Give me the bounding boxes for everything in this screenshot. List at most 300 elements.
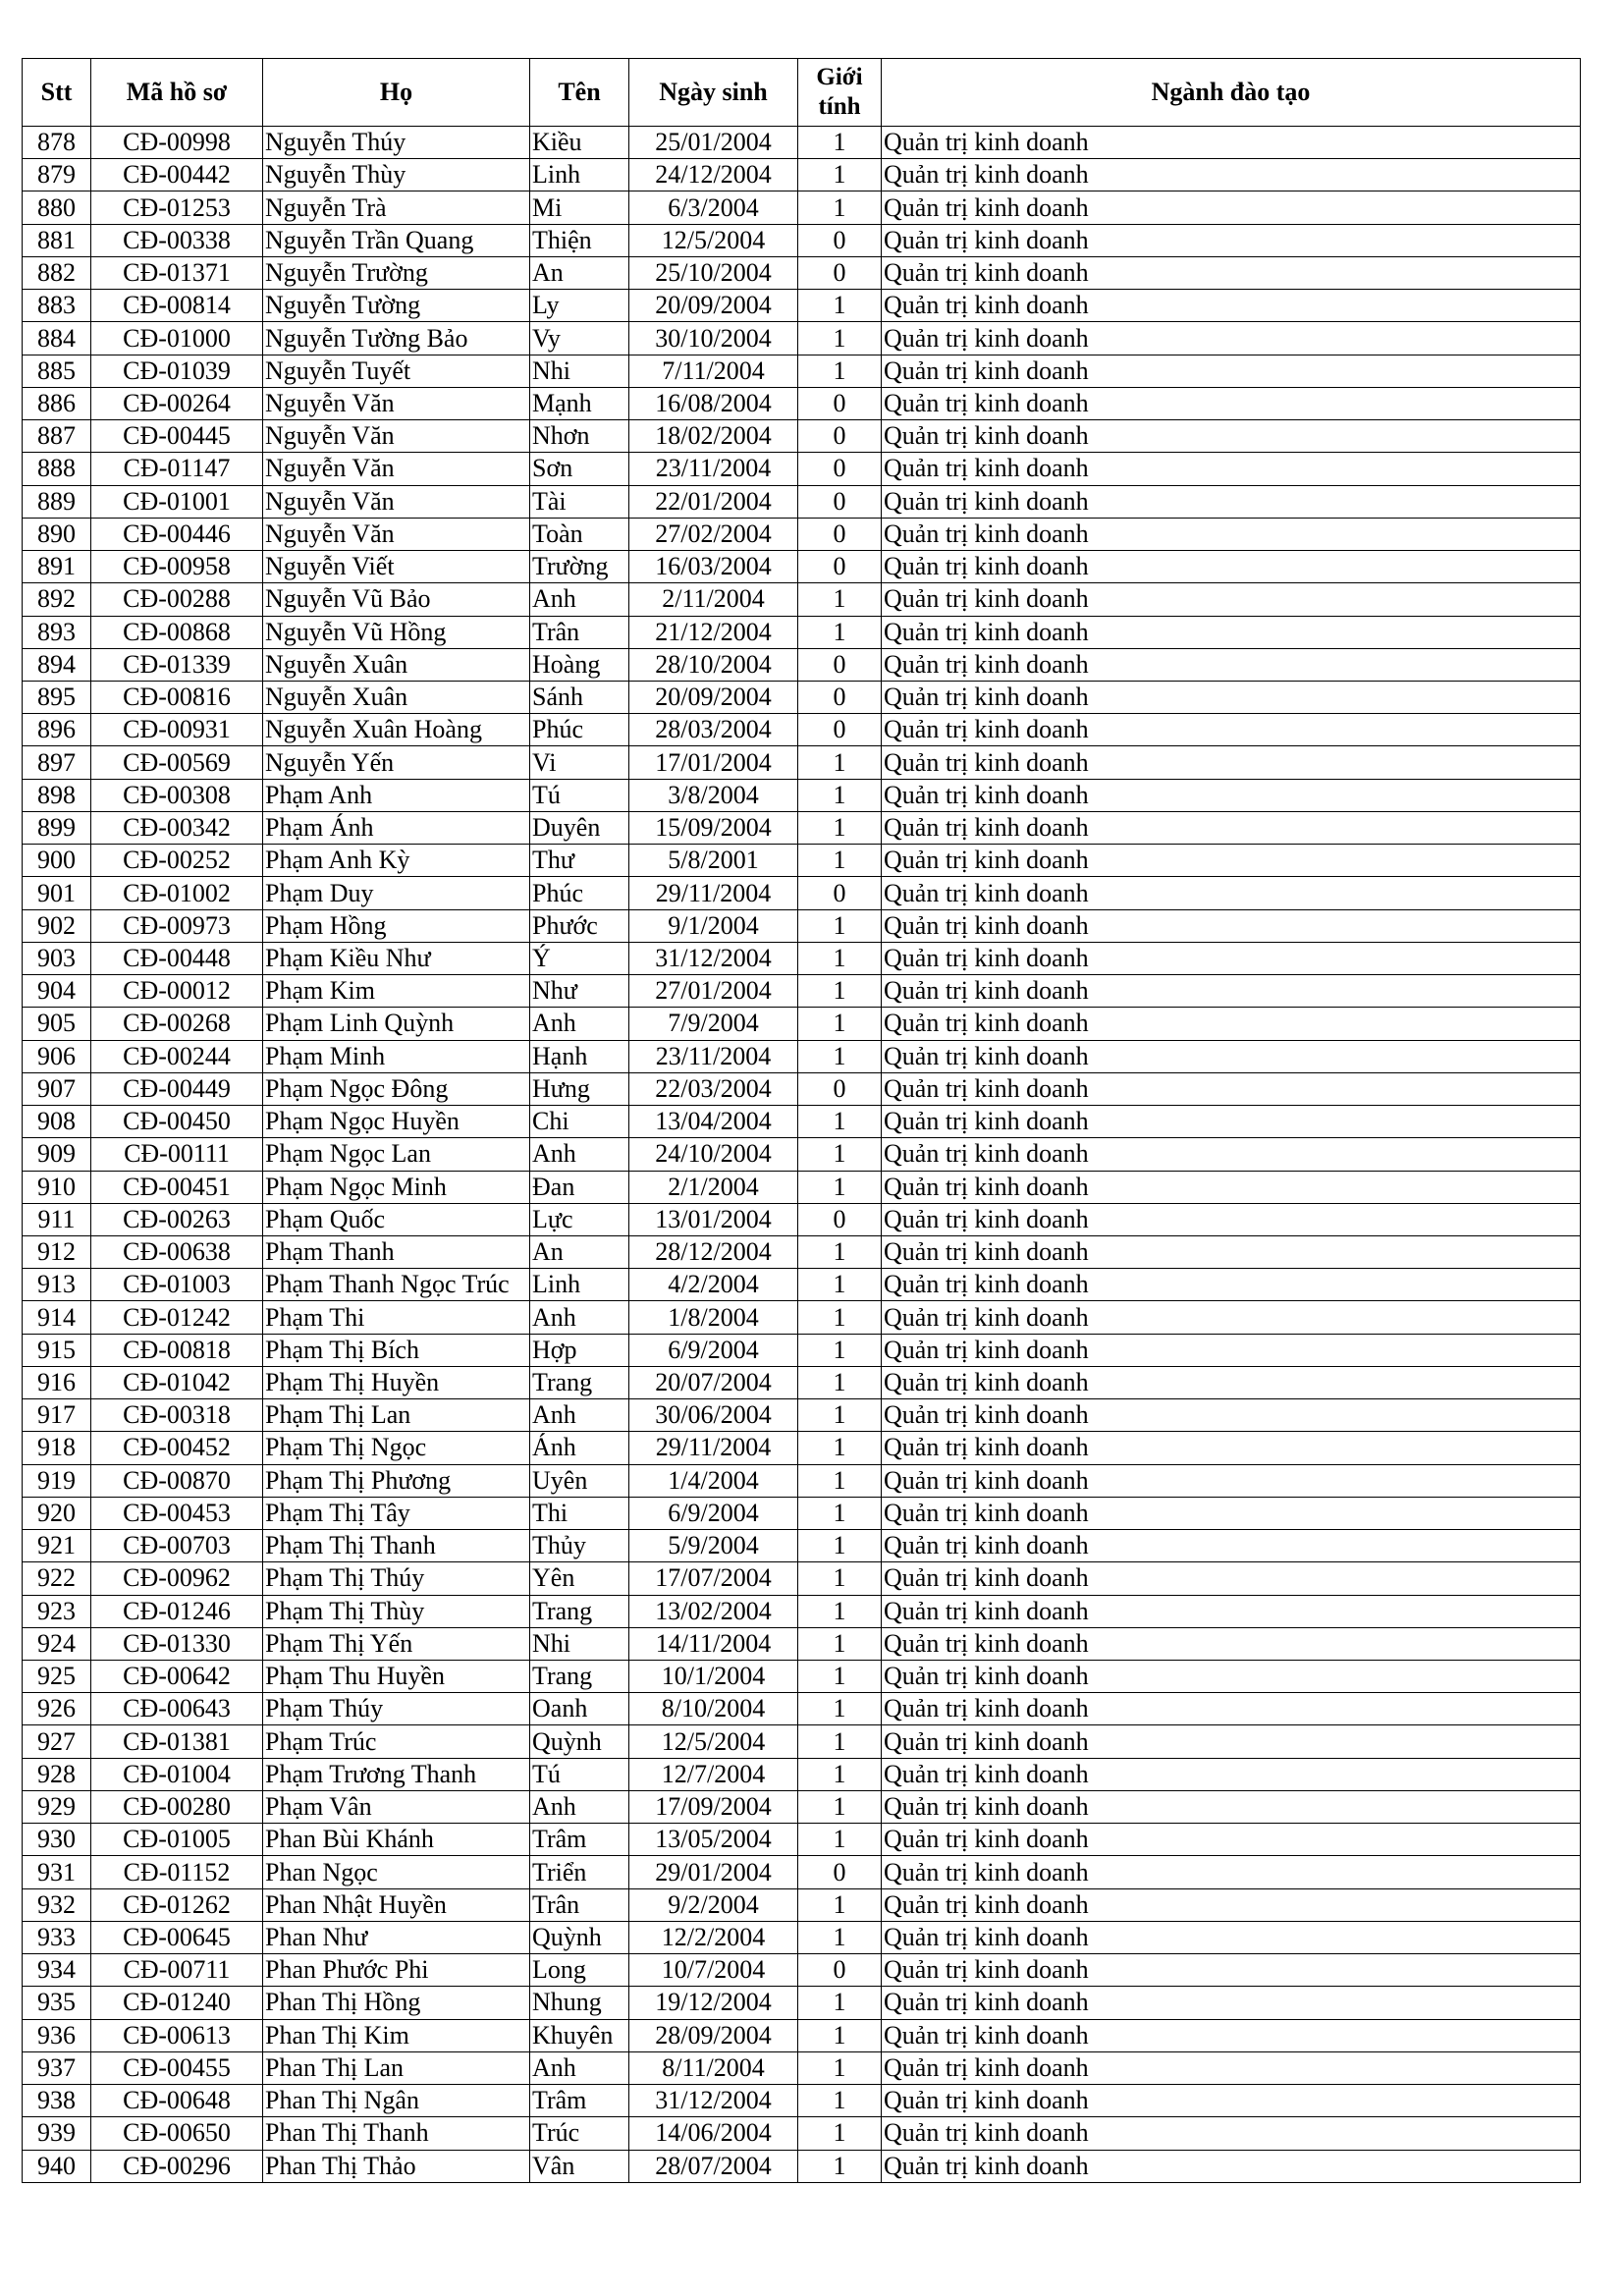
cell-ma-ho-so: CĐ-00648 bbox=[91, 2085, 263, 2117]
cell-ngay-sinh: 31/12/2004 bbox=[629, 942, 798, 974]
cell-nganh-dao-tao: Quản trị kinh doanh bbox=[882, 387, 1581, 419]
cell-gioi-tinh: 1 bbox=[798, 1171, 882, 1203]
cell-ma-ho-so: CĐ-01000 bbox=[91, 322, 263, 355]
cell-gioi-tinh: 1 bbox=[798, 2085, 882, 2117]
cell-stt: 930 bbox=[23, 1824, 91, 1856]
cell-gioi-tinh: 1 bbox=[798, 779, 882, 811]
table-row bbox=[23, 256, 1581, 289]
cell-ten: Linh bbox=[530, 159, 629, 191]
cell-gioi-tinh: 0 bbox=[798, 518, 882, 550]
cell-gioi-tinh: 1 bbox=[798, 2019, 882, 2051]
cell-nganh-dao-tao: Quản trị kinh doanh bbox=[882, 1562, 1581, 1595]
cell-ngay-sinh: 20/07/2004 bbox=[629, 1366, 798, 1398]
cell-stt: 923 bbox=[23, 1595, 91, 1627]
cell-ten: Nhi bbox=[530, 1627, 629, 1660]
cell-stt: 910 bbox=[23, 1171, 91, 1203]
cell-ho: Phạm Trương Thanh bbox=[263, 1758, 530, 1790]
cell-nganh-dao-tao: Quản trị kinh doanh bbox=[882, 746, 1581, 779]
cell-ho: Nguyễn Yến bbox=[263, 746, 530, 779]
cell-stt: 939 bbox=[23, 2117, 91, 2150]
table-body bbox=[23, 127, 1581, 2183]
table-row bbox=[23, 1497, 1581, 1529]
cell-ten: Trâm bbox=[530, 2085, 629, 2117]
cell-ten: Thư bbox=[530, 845, 629, 877]
col-header-stt: Stt bbox=[23, 59, 91, 127]
cell-ma-ho-so: CĐ-00703 bbox=[91, 1530, 263, 1562]
cell-stt: 924 bbox=[23, 1627, 91, 1660]
cell-ma-ho-so: CĐ-00455 bbox=[91, 2051, 263, 2084]
cell-nganh-dao-tao: Quản trị kinh doanh bbox=[882, 159, 1581, 191]
table-row bbox=[23, 551, 1581, 583]
cell-ngay-sinh: 23/11/2004 bbox=[629, 453, 798, 485]
cell-ngay-sinh: 7/11/2004 bbox=[629, 355, 798, 387]
cell-stt: 917 bbox=[23, 1399, 91, 1432]
cell-ho: Phạm Thị Thùy bbox=[263, 1595, 530, 1627]
cell-nganh-dao-tao: Quản trị kinh doanh bbox=[882, 1627, 1581, 1660]
cell-ngay-sinh: 6/9/2004 bbox=[629, 1334, 798, 1366]
cell-ten: Tú bbox=[530, 779, 629, 811]
cell-ho: Phạm Anh bbox=[263, 779, 530, 811]
cell-ngay-sinh: 30/06/2004 bbox=[629, 1399, 798, 1432]
table-row bbox=[23, 1008, 1581, 1040]
cell-nganh-dao-tao: Quản trị kinh doanh bbox=[882, 518, 1581, 550]
cell-gioi-tinh: 0 bbox=[798, 648, 882, 681]
cell-nganh-dao-tao: Quản trị kinh doanh bbox=[882, 290, 1581, 322]
cell-ho: Nguyễn Văn bbox=[263, 387, 530, 419]
cell-ten: Khuyên bbox=[530, 2019, 629, 2051]
cell-nganh-dao-tao: Quản trị kinh doanh bbox=[882, 485, 1581, 518]
cell-gioi-tinh: 1 bbox=[798, 845, 882, 877]
cell-nganh-dao-tao: Quản trị kinh doanh bbox=[882, 2085, 1581, 2117]
cell-ma-ho-so: CĐ-00338 bbox=[91, 224, 263, 256]
cell-ngay-sinh: 28/07/2004 bbox=[629, 2150, 798, 2182]
cell-ma-ho-so: CĐ-00814 bbox=[91, 290, 263, 322]
cell-ngay-sinh: 25/01/2004 bbox=[629, 127, 798, 159]
cell-ho: Nguyễn Vũ Hồng bbox=[263, 616, 530, 648]
cell-ma-ho-so: CĐ-00296 bbox=[91, 2150, 263, 2182]
cell-ma-ho-so: CĐ-01339 bbox=[91, 648, 263, 681]
cell-nganh-dao-tao: Quản trị kinh doanh bbox=[882, 1987, 1581, 2019]
cell-nganh-dao-tao: Quản trị kinh doanh bbox=[882, 2051, 1581, 2084]
cell-ten: Duyên bbox=[530, 811, 629, 844]
cell-ngay-sinh: 12/5/2004 bbox=[629, 224, 798, 256]
cell-ngay-sinh: 9/2/2004 bbox=[629, 1888, 798, 1921]
cell-ten: Anh bbox=[530, 1399, 629, 1432]
cell-ma-ho-so: CĐ-00962 bbox=[91, 1562, 263, 1595]
cell-gioi-tinh: 1 bbox=[798, 1790, 882, 1823]
cell-gioi-tinh: 1 bbox=[798, 1235, 882, 1268]
cell-ten: Anh bbox=[530, 1790, 629, 1823]
cell-ho: Phan Thị Ngân bbox=[263, 2085, 530, 2117]
cell-stt: 937 bbox=[23, 2051, 91, 2084]
cell-stt: 905 bbox=[23, 1008, 91, 1040]
cell-ngay-sinh: 13/04/2004 bbox=[629, 1106, 798, 1138]
cell-stt: 916 bbox=[23, 1366, 91, 1398]
cell-ma-ho-so: CĐ-00818 bbox=[91, 1334, 263, 1366]
cell-nganh-dao-tao: Quản trị kinh doanh bbox=[882, 453, 1581, 485]
cell-ho: Phạm Trúc bbox=[263, 1725, 530, 1758]
cell-ma-ho-so: CĐ-01246 bbox=[91, 1595, 263, 1627]
cell-ho: Phạm Thị Tây bbox=[263, 1497, 530, 1529]
cell-ma-ho-so: CĐ-01371 bbox=[91, 256, 263, 289]
cell-nganh-dao-tao: Quản trị kinh doanh bbox=[882, 1106, 1581, 1138]
cell-ngay-sinh: 17/09/2004 bbox=[629, 1790, 798, 1823]
cell-gioi-tinh: 0 bbox=[798, 224, 882, 256]
cell-stt: 900 bbox=[23, 845, 91, 877]
cell-ho: Nguyễn Văn bbox=[263, 518, 530, 550]
cell-ngay-sinh: 10/1/2004 bbox=[629, 1661, 798, 1693]
cell-ten: Trang bbox=[530, 1595, 629, 1627]
col-header-gioi-tinh: Giới tính bbox=[798, 59, 882, 127]
cell-ho: Nguyễn Tuyết bbox=[263, 355, 530, 387]
cell-gioi-tinh: 1 bbox=[798, 290, 882, 322]
cell-stt: 940 bbox=[23, 2150, 91, 2182]
cell-ten: Thi bbox=[530, 1497, 629, 1529]
cell-ho: Phạm Vân bbox=[263, 1790, 530, 1823]
cell-gioi-tinh: 0 bbox=[798, 714, 882, 746]
cell-ngay-sinh: 27/01/2004 bbox=[629, 975, 798, 1008]
cell-nganh-dao-tao: Quản trị kinh doanh bbox=[882, 1301, 1581, 1334]
cell-ma-ho-so: CĐ-00645 bbox=[91, 1921, 263, 1953]
cell-ten: Toàn bbox=[530, 518, 629, 550]
table-row bbox=[23, 1693, 1581, 1725]
cell-ngay-sinh: 1/4/2004 bbox=[629, 1464, 798, 1497]
cell-gioi-tinh: 1 bbox=[798, 975, 882, 1008]
cell-stt: 938 bbox=[23, 2085, 91, 2117]
cell-ho: Phạm Hồng bbox=[263, 909, 530, 942]
cell-ho: Phạm Kiều Như bbox=[263, 942, 530, 974]
cell-ho: Nguyễn Thùy bbox=[263, 159, 530, 191]
table-row bbox=[23, 1530, 1581, 1562]
cell-stt: 907 bbox=[23, 1072, 91, 1105]
cell-stt: 895 bbox=[23, 681, 91, 713]
table-row bbox=[23, 2085, 1581, 2117]
cell-nganh-dao-tao: Quản trị kinh doanh bbox=[882, 1040, 1581, 1072]
cell-nganh-dao-tao: Quản trị kinh doanh bbox=[882, 1366, 1581, 1398]
cell-ngay-sinh: 24/10/2004 bbox=[629, 1138, 798, 1171]
cell-gioi-tinh: 1 bbox=[798, 2150, 882, 2182]
table-row bbox=[23, 1758, 1581, 1790]
table-row bbox=[23, 779, 1581, 811]
cell-ten: Ánh bbox=[530, 1432, 629, 1464]
cell-ho: Phạm Thị Ngọc bbox=[263, 1432, 530, 1464]
cell-ho: Nguyễn Trường bbox=[263, 256, 530, 289]
cell-nganh-dao-tao: Quản trị kinh doanh bbox=[882, 1693, 1581, 1725]
cell-ho: Phạm Thị Phương bbox=[263, 1464, 530, 1497]
cell-ten: Trân bbox=[530, 1888, 629, 1921]
cell-ten: Quỳnh bbox=[530, 1921, 629, 1953]
cell-gioi-tinh: 1 bbox=[798, 127, 882, 159]
cell-nganh-dao-tao: Quản trị kinh doanh bbox=[882, 648, 1581, 681]
cell-ma-ho-so: CĐ-00252 bbox=[91, 845, 263, 877]
table-row bbox=[23, 1954, 1581, 1987]
table-row bbox=[23, 127, 1581, 159]
cell-ma-ho-so: CĐ-01001 bbox=[91, 485, 263, 518]
cell-gioi-tinh: 0 bbox=[798, 681, 882, 713]
cell-nganh-dao-tao: Quản trị kinh doanh bbox=[882, 1954, 1581, 1987]
cell-gioi-tinh: 1 bbox=[798, 1106, 882, 1138]
cell-ngay-sinh: 2/11/2004 bbox=[629, 583, 798, 616]
cell-ten: Trường bbox=[530, 551, 629, 583]
cell-stt: 933 bbox=[23, 1921, 91, 1953]
cell-ngay-sinh: 22/03/2004 bbox=[629, 1072, 798, 1105]
cell-ma-ho-so: CĐ-00318 bbox=[91, 1399, 263, 1432]
table-row bbox=[23, 648, 1581, 681]
cell-ma-ho-so: CĐ-00445 bbox=[91, 420, 263, 453]
table-row bbox=[23, 714, 1581, 746]
cell-gioi-tinh: 1 bbox=[798, 1824, 882, 1856]
table-row bbox=[23, 1627, 1581, 1660]
cell-stt: 882 bbox=[23, 256, 91, 289]
cell-gioi-tinh: 1 bbox=[798, 1269, 882, 1301]
cell-nganh-dao-tao: Quản trị kinh doanh bbox=[882, 1921, 1581, 1953]
cell-ngay-sinh: 6/9/2004 bbox=[629, 1497, 798, 1529]
table-row bbox=[23, 224, 1581, 256]
cell-ngay-sinh: 19/12/2004 bbox=[629, 1987, 798, 2019]
cell-ho: Nguyễn Xuân Hoàng bbox=[263, 714, 530, 746]
table-row bbox=[23, 387, 1581, 419]
cell-ngay-sinh: 28/12/2004 bbox=[629, 1235, 798, 1268]
cell-ten: Như bbox=[530, 975, 629, 1008]
cell-ma-ho-so: CĐ-01253 bbox=[91, 191, 263, 224]
cell-ngay-sinh: 8/11/2004 bbox=[629, 2051, 798, 2084]
cell-ten: Nhơn bbox=[530, 420, 629, 453]
cell-gioi-tinh: 1 bbox=[798, 1497, 882, 1529]
cell-gioi-tinh: 1 bbox=[798, 191, 882, 224]
table-row bbox=[23, 1725, 1581, 1758]
cell-ho: Phạm Ngọc Lan bbox=[263, 1138, 530, 1171]
table-row bbox=[23, 909, 1581, 942]
cell-ngay-sinh: 2/1/2004 bbox=[629, 1171, 798, 1203]
cell-ten: Linh bbox=[530, 1269, 629, 1301]
cell-nganh-dao-tao: Quản trị kinh doanh bbox=[882, 1138, 1581, 1171]
cell-stt: 897 bbox=[23, 746, 91, 779]
cell-gioi-tinh: 1 bbox=[798, 811, 882, 844]
cell-ma-ho-so: CĐ-00868 bbox=[91, 616, 263, 648]
cell-stt: 929 bbox=[23, 1790, 91, 1823]
cell-ten: Triển bbox=[530, 1856, 629, 1888]
cell-nganh-dao-tao: Quản trị kinh doanh bbox=[882, 779, 1581, 811]
cell-stt: 911 bbox=[23, 1203, 91, 1235]
table-row bbox=[23, 2150, 1581, 2182]
cell-nganh-dao-tao: Quản trị kinh doanh bbox=[882, 127, 1581, 159]
cell-ho: Nguyễn Văn bbox=[263, 420, 530, 453]
cell-stt: 932 bbox=[23, 1888, 91, 1921]
cell-ngay-sinh: 16/08/2004 bbox=[629, 387, 798, 419]
cell-ngay-sinh: 8/10/2004 bbox=[629, 1693, 798, 1725]
cell-ngay-sinh: 1/8/2004 bbox=[629, 1301, 798, 1334]
cell-ho: Nguyễn Xuân bbox=[263, 681, 530, 713]
cell-gioi-tinh: 0 bbox=[798, 877, 882, 909]
cell-ten: Phước bbox=[530, 909, 629, 942]
cell-ten: Tú bbox=[530, 1758, 629, 1790]
cell-gioi-tinh: 1 bbox=[798, 1530, 882, 1562]
table-header bbox=[23, 59, 1581, 127]
cell-stt: 935 bbox=[23, 1987, 91, 2019]
cell-ho: Phạm Thu Huyền bbox=[263, 1661, 530, 1693]
cell-nganh-dao-tao: Quản trị kinh doanh bbox=[882, 1269, 1581, 1301]
table-row bbox=[23, 1921, 1581, 1953]
cell-gioi-tinh: 0 bbox=[798, 485, 882, 518]
table-row bbox=[23, 420, 1581, 453]
cell-nganh-dao-tao: Quản trị kinh doanh bbox=[882, 1464, 1581, 1497]
cell-stt: 890 bbox=[23, 518, 91, 550]
cell-ngay-sinh: 4/2/2004 bbox=[629, 1269, 798, 1301]
table-row bbox=[23, 942, 1581, 974]
cell-stt: 918 bbox=[23, 1432, 91, 1464]
cell-stt: 879 bbox=[23, 159, 91, 191]
cell-stt: 913 bbox=[23, 1269, 91, 1301]
cell-gioi-tinh: 0 bbox=[798, 453, 882, 485]
cell-ten: Vy bbox=[530, 322, 629, 355]
cell-ngay-sinh: 3/8/2004 bbox=[629, 779, 798, 811]
cell-nganh-dao-tao: Quản trị kinh doanh bbox=[882, 1856, 1581, 1888]
cell-ho: Nguyễn Thúy bbox=[263, 127, 530, 159]
cell-nganh-dao-tao: Quản trị kinh doanh bbox=[882, 2117, 1581, 2150]
cell-gioi-tinh: 1 bbox=[798, 1987, 882, 2019]
cell-nganh-dao-tao: Quản trị kinh doanh bbox=[882, 1824, 1581, 1856]
cell-stt: 896 bbox=[23, 714, 91, 746]
cell-stt: 920 bbox=[23, 1497, 91, 1529]
cell-ma-ho-so: CĐ-00449 bbox=[91, 1072, 263, 1105]
cell-ho: Phạm Thị Bích bbox=[263, 1334, 530, 1366]
cell-ma-ho-so: CĐ-00973 bbox=[91, 909, 263, 942]
cell-ho: Phạm Thi bbox=[263, 1301, 530, 1334]
cell-stt: 886 bbox=[23, 387, 91, 419]
cell-ten: Kiều bbox=[530, 127, 629, 159]
cell-ten: Đan bbox=[530, 1171, 629, 1203]
cell-ten: Hoàng bbox=[530, 648, 629, 681]
table-row bbox=[23, 1334, 1581, 1366]
cell-stt: 928 bbox=[23, 1758, 91, 1790]
cell-ngay-sinh: 31/12/2004 bbox=[629, 2085, 798, 2117]
cell-nganh-dao-tao: Quản trị kinh doanh bbox=[882, 191, 1581, 224]
cell-ho: Phạm Anh Kỳ bbox=[263, 845, 530, 877]
cell-gioi-tinh: 1 bbox=[798, 2051, 882, 2084]
cell-nganh-dao-tao: Quản trị kinh doanh bbox=[882, 1888, 1581, 1921]
cell-nganh-dao-tao: Quản trị kinh doanh bbox=[882, 420, 1581, 453]
cell-ngay-sinh: 21/12/2004 bbox=[629, 616, 798, 648]
cell-gioi-tinh: 0 bbox=[798, 1072, 882, 1105]
cell-ten: Vi bbox=[530, 746, 629, 779]
cell-stt: 919 bbox=[23, 1464, 91, 1497]
cell-ho: Nguyễn Trần Quang bbox=[263, 224, 530, 256]
cell-gioi-tinh: 1 bbox=[798, 1008, 882, 1040]
cell-stt: 925 bbox=[23, 1661, 91, 1693]
cell-ngay-sinh: 17/01/2004 bbox=[629, 746, 798, 779]
cell-ngay-sinh: 23/11/2004 bbox=[629, 1040, 798, 1072]
cell-gioi-tinh: 1 bbox=[798, 1399, 882, 1432]
cell-ma-ho-so: CĐ-01005 bbox=[91, 1824, 263, 1856]
table-row bbox=[23, 453, 1581, 485]
cell-ho: Phan Ngọc bbox=[263, 1856, 530, 1888]
cell-ho: Phạm Thanh Ngọc Trúc bbox=[263, 1269, 530, 1301]
col-header-ma-ho-so: Mã hồ sơ bbox=[91, 59, 263, 127]
cell-ten: Mạnh bbox=[530, 387, 629, 419]
cell-gioi-tinh: 1 bbox=[798, 1888, 882, 1921]
cell-nganh-dao-tao: Quản trị kinh doanh bbox=[882, 551, 1581, 583]
table-row bbox=[23, 811, 1581, 844]
cell-ma-ho-so: CĐ-00816 bbox=[91, 681, 263, 713]
cell-ngay-sinh: 30/10/2004 bbox=[629, 322, 798, 355]
cell-stt: 931 bbox=[23, 1856, 91, 1888]
cell-ten: Anh bbox=[530, 1301, 629, 1334]
cell-ngay-sinh: 13/05/2004 bbox=[629, 1824, 798, 1856]
table-row bbox=[23, 1824, 1581, 1856]
cell-nganh-dao-tao: Quản trị kinh doanh bbox=[882, 1497, 1581, 1529]
cell-nganh-dao-tao: Quản trị kinh doanh bbox=[882, 1725, 1581, 1758]
cell-nganh-dao-tao: Quản trị kinh doanh bbox=[882, 1171, 1581, 1203]
cell-ho: Nguyễn Vũ Bảo bbox=[263, 583, 530, 616]
table-row bbox=[23, 1171, 1581, 1203]
cell-ten: Hạnh bbox=[530, 1040, 629, 1072]
cell-ho: Phạm Ngọc Huyền bbox=[263, 1106, 530, 1138]
table-row bbox=[23, 1399, 1581, 1432]
cell-gioi-tinh: 0 bbox=[798, 1203, 882, 1235]
cell-ho: Phan Thị Kim bbox=[263, 2019, 530, 2051]
cell-ma-ho-so: CĐ-00012 bbox=[91, 975, 263, 1008]
cell-ma-ho-so: CĐ-00452 bbox=[91, 1432, 263, 1464]
cell-ten: Thiện bbox=[530, 224, 629, 256]
cell-gioi-tinh: 1 bbox=[798, 1921, 882, 1953]
cell-stt: 926 bbox=[23, 1693, 91, 1725]
cell-ten: Yên bbox=[530, 1562, 629, 1595]
table-row bbox=[23, 681, 1581, 713]
cell-ten: Long bbox=[530, 1954, 629, 1987]
cell-nganh-dao-tao: Quản trị kinh doanh bbox=[882, 1235, 1581, 1268]
cell-ten: Hợp bbox=[530, 1334, 629, 1366]
cell-stt: 885 bbox=[23, 355, 91, 387]
cell-ho: Phan Thị Hồng bbox=[263, 1987, 530, 2019]
cell-ma-ho-so: CĐ-00643 bbox=[91, 1693, 263, 1725]
cell-stt: 891 bbox=[23, 551, 91, 583]
cell-ngay-sinh: 5/8/2001 bbox=[629, 845, 798, 877]
cell-stt: 887 bbox=[23, 420, 91, 453]
cell-ma-ho-so: CĐ-01381 bbox=[91, 1725, 263, 1758]
cell-ten: Quỳnh bbox=[530, 1725, 629, 1758]
cell-ngay-sinh: 20/09/2004 bbox=[629, 681, 798, 713]
table-row bbox=[23, 583, 1581, 616]
cell-ma-ho-so: CĐ-01152 bbox=[91, 1856, 263, 1888]
cell-ngay-sinh: 9/1/2004 bbox=[629, 909, 798, 942]
cell-ho: Phan Như bbox=[263, 1921, 530, 1953]
cell-ho: Phạm Thúy bbox=[263, 1693, 530, 1725]
cell-gioi-tinh: 1 bbox=[798, 1138, 882, 1171]
cell-gioi-tinh: 0 bbox=[798, 420, 882, 453]
cell-gioi-tinh: 1 bbox=[798, 1464, 882, 1497]
cell-ma-ho-so: CĐ-01003 bbox=[91, 1269, 263, 1301]
table-row bbox=[23, 355, 1581, 387]
cell-nganh-dao-tao: Quản trị kinh doanh bbox=[882, 583, 1581, 616]
cell-ten: An bbox=[530, 256, 629, 289]
cell-ten: Chi bbox=[530, 1106, 629, 1138]
cell-ma-ho-so: CĐ-00711 bbox=[91, 1954, 263, 1987]
cell-ngay-sinh: 16/03/2004 bbox=[629, 551, 798, 583]
cell-nganh-dao-tao: Quản trị kinh doanh bbox=[882, 1203, 1581, 1235]
table-row bbox=[23, 322, 1581, 355]
cell-ngay-sinh: 27/02/2004 bbox=[629, 518, 798, 550]
cell-ten: Sánh bbox=[530, 681, 629, 713]
cell-ma-ho-so: CĐ-00931 bbox=[91, 714, 263, 746]
cell-ten: Phúc bbox=[530, 877, 629, 909]
cell-ho: Phan Bùi Khánh bbox=[263, 1824, 530, 1856]
cell-ma-ho-so: CĐ-00342 bbox=[91, 811, 263, 844]
table-row bbox=[23, 1888, 1581, 1921]
cell-ngay-sinh: 18/02/2004 bbox=[629, 420, 798, 453]
cell-gioi-tinh: 1 bbox=[798, 1334, 882, 1366]
cell-ho: Nguyễn Văn bbox=[263, 485, 530, 518]
table-row bbox=[23, 1301, 1581, 1334]
